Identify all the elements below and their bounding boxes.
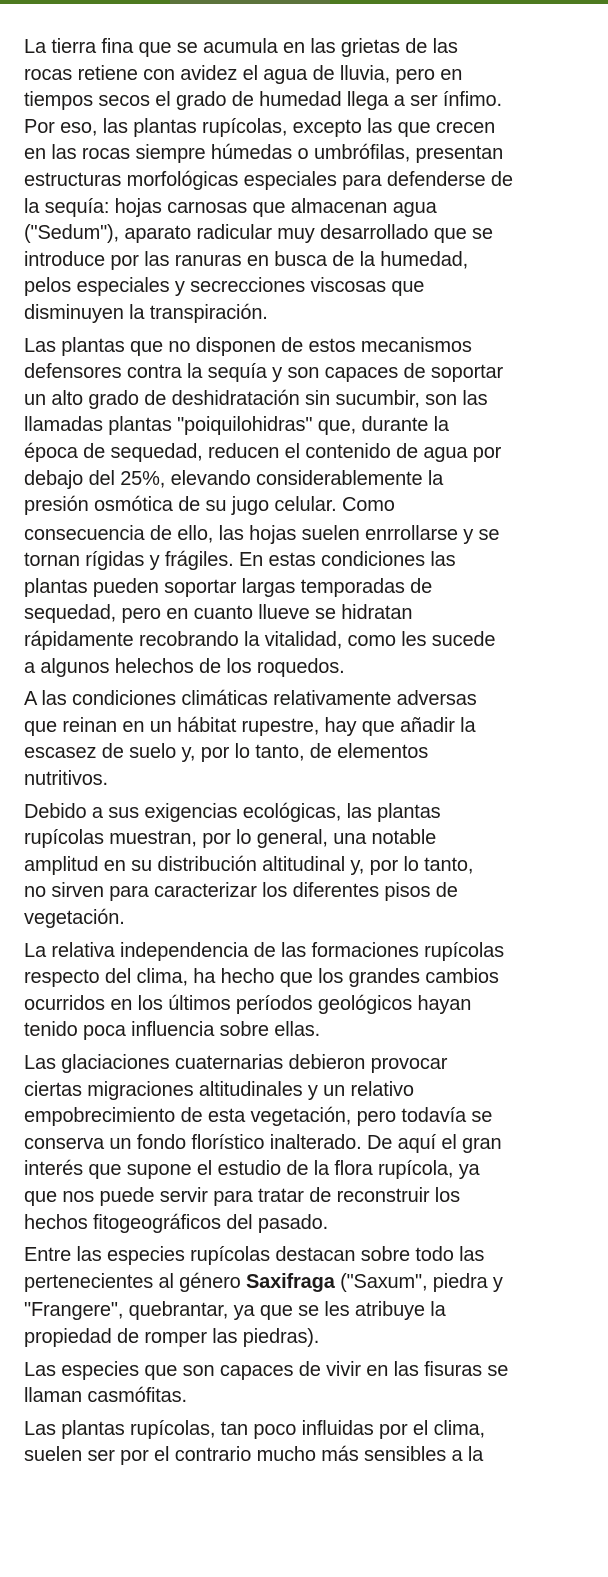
paragraph-rock-soil-moisture: La tierra fina que se acumula en las grietas de las rocas retiene con avidez el agua de lluvia, pero en tiempos secos el grado de humedad llega a ser ínfimo. Por eso, las plantas rupícolas, excepto las que crecen en las rocas siempre húmedas o umbrófilas, presentan estructuras morfológicas especiales para defenderse de la sequía: hojas carnosas que almacenan agua ("Sedum"), aparato radicular muy desarrollado que se introduce por las ranuras en busca de la humedad, pelos especiales y secrecciones viscosas que disminuyen la transpiración. [24, 36, 513, 324]
saxifraga-genus-name: Saxifraga [245, 1270, 335, 1293]
paragraph-consequence: consecuencia de ello, las hojas suelen enrrollarse y se tornan rígidas y frágiles. En estas condiciones las plantas pueden soportar largas temporadas de sequedad, pero en cuanto llueve se hidratan rápidamente recobrando la vitalidad, como les sucede a algunos helechos de los roquedos. [24, 522, 500, 678]
top-accent-band [0, 0, 608, 4]
article-body [24, 34, 599, 1475]
paragraph-glaciations: Las glaciaciones cuaternarias debieron provocar ciertas migraciones altitudinales y un relativo empobrecimiento de esta vegetación, pero todavía se conserva un fondo florístico inalterado. De aquí el gran interés que supone el estudio de la flora rupícola, ya que nos puede servir para tratar de reconstruir los hechos fitogeográficos del pasado. [24, 1051, 502, 1234]
paragraph-frangere: "Frangere", quebrantar, ya que se les atribuye la propiedad de romper las piedras). [24, 1299, 446, 1348]
paragraph-climate-independence: La relativa independencia de las formaciones rupícolas respecto del clima, ha hecho que los grandes cambios ocurridos en los últimos períodos geológicos hayan tenido poca influencia sobre ellas. [24, 939, 504, 1042]
saxifraga-text-after: ("Saxum", piedra y [334, 1270, 503, 1293]
paragraph-ecological-demands: Debido a sus exigencias ecológicas, las plantas rupícolas muestran, por lo general, una notable amplitud en su distribución altitudinal y, por lo tanto, no sirven para caracterizar los diferentes pisos de vegetación. [24, 800, 474, 929]
saxifraga-text-before: Entre las especies rupícolas destacan sobre todo las pertenecientes al género [24, 1244, 485, 1293]
paragraph-casmofitas: Las especies que son capaces de vivir en las fisuras se llaman casmófitas. [24, 1358, 509, 1408]
paragraph-saxifraga [24, 1242, 599, 1295]
top-band-shadow [170, 0, 330, 4]
paragraph-poiquilohidras: Las plantas que no disponen de estos mecanismos defensores contra la sequía y son capaces de soportar un alto grado de deshidratación sin sucumbir, son las llamadas plantas "poiquilohidras" que, durante la época de sequedad, reducen el contenido de agua por debajo del 25%, elevando considerablemente la presión osmótica de su jugo celular. Como [24, 334, 504, 517]
paragraph-adverse-conditions: A las condiciones climáticas relativamente adversas que reinan en un hábitat rupestre, hay que añadir la escasez de suelo y, por lo tanto, de elementos nutritivos. [24, 688, 477, 791]
paragraph-final: Las plantas rupícolas, tan poco influidas por el clima, suelen ser por el contrario mucho más sensibles a la [24, 1417, 485, 1467]
